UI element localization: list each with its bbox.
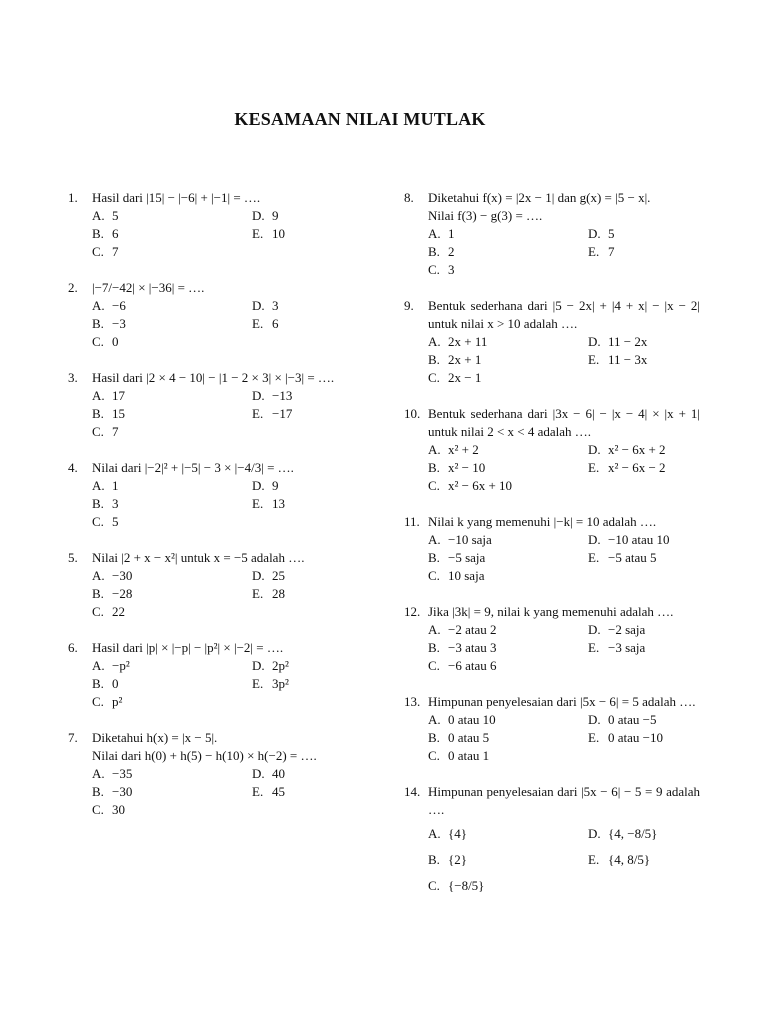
answer-option-e: [588, 639, 700, 657]
option-letter: A.: [428, 334, 441, 349]
answer-option-b: [428, 729, 588, 747]
option-letter: D.: [588, 532, 601, 547]
option-letter: D.: [252, 388, 265, 403]
option-letter: E.: [252, 586, 264, 601]
question-12: [404, 603, 700, 675]
option-letter: B.: [92, 316, 104, 331]
answer-option-d: [588, 711, 700, 729]
question-number: 10.: [404, 406, 421, 421]
option-letter: E.: [252, 226, 264, 241]
option-value: {4}: [448, 826, 467, 841]
question-number: 12.: [404, 604, 421, 619]
option-value: −30: [112, 784, 133, 799]
answer-option-e: [252, 405, 358, 423]
question-text: [428, 603, 700, 621]
answer-options: [428, 333, 700, 387]
answer-option-d: [252, 477, 358, 495]
answer-option-e: [252, 225, 358, 243]
option-letter: C.: [428, 568, 440, 583]
answer-option-b: [92, 315, 252, 333]
answer-option-b: [92, 585, 252, 603]
option-letter: C.: [92, 694, 104, 709]
answer-options: [92, 387, 358, 441]
option-value: −5 atau 5: [608, 550, 657, 565]
option-value: 0 atau 5: [448, 730, 490, 745]
answer-option-c: [428, 567, 588, 585]
question-stem: [404, 297, 700, 333]
option-value: x² − 6x + 10: [448, 478, 513, 493]
question-number: 11.: [404, 514, 420, 529]
option-value: 3p²: [272, 676, 289, 691]
answer-option-d: [252, 207, 358, 225]
answer-options: [92, 567, 358, 621]
option-value: 17: [112, 388, 125, 403]
answer-option-a: [428, 333, 588, 351]
answer-option-c: [92, 333, 252, 351]
option-value: −6 atau 6: [448, 658, 497, 673]
page-title: KESAMAAN NILAI MUTLAK: [234, 109, 486, 129]
question-text-line: Bentuk sederhana dari |3x − 6| − |x − 4| × |x + 1| untuk nilai 2 < x < 4 adalah ….: [428, 406, 700, 439]
option-value: 9: [272, 478, 279, 493]
option-value: −6: [112, 298, 126, 313]
option-letter: A.: [428, 712, 441, 727]
question-stem: [404, 783, 700, 819]
option-value: −5 saja: [448, 550, 486, 565]
answer-option-e: [252, 585, 358, 603]
question-stem: [404, 603, 700, 621]
option-letter: D.: [588, 826, 601, 841]
question-1: [68, 189, 358, 261]
option-letter: C.: [92, 244, 104, 259]
answer-option-a: [92, 567, 252, 585]
option-value: −10 atau 10: [608, 532, 670, 547]
question-text-line: Nilai dari |−2|² + |−5| − 3 × |−4/3| = ….: [92, 460, 294, 475]
answer-option-e: [252, 315, 358, 333]
option-letter: C.: [428, 878, 440, 893]
option-value: {4, 8/5}: [608, 852, 651, 867]
option-value: x² − 6x + 2: [608, 442, 666, 457]
question-text: [428, 693, 700, 711]
option-letter: C.: [92, 424, 104, 439]
option-letter: C.: [92, 802, 104, 817]
answer-option-d: [252, 765, 358, 783]
answer-option-e: [588, 459, 700, 477]
answer-option-c: [92, 243, 252, 261]
question-number: 1.: [68, 190, 78, 205]
option-value: 5: [112, 208, 119, 223]
answer-option-b: [92, 225, 252, 243]
option-value: {4, −8/5}: [608, 826, 658, 841]
option-value: 2: [448, 244, 455, 259]
question-10: [404, 405, 700, 495]
question-number: 4.: [68, 460, 78, 475]
option-value: 9: [272, 208, 279, 223]
option-letter: B.: [428, 460, 440, 475]
answer-option-c: [428, 369, 588, 387]
option-value: 3: [112, 496, 119, 511]
question-number: 5.: [68, 550, 78, 565]
answer-option-b: [428, 351, 588, 369]
answer-option-d: [588, 225, 700, 243]
answer-option-c: [92, 423, 252, 441]
question-text-line: Diketahui f(x) = |2x − 1| dan g(x) = |5 − x|.: [428, 190, 651, 205]
answer-option-a: [92, 657, 252, 675]
question-7: [68, 729, 358, 819]
option-letter: C.: [428, 658, 440, 673]
answer-option-c: [428, 877, 588, 895]
option-value: 11 − 2x: [608, 334, 648, 349]
option-value: p²: [112, 694, 123, 709]
option-letter: A.: [428, 226, 441, 241]
option-value: 0: [112, 334, 119, 349]
option-letter: E.: [588, 640, 600, 655]
option-letter: D.: [252, 478, 265, 493]
question-11: [404, 513, 700, 585]
option-letter: B.: [92, 586, 104, 601]
answer-options: [428, 711, 700, 765]
option-value: −2 saja: [608, 622, 646, 637]
answer-options: [92, 657, 358, 711]
answer-option-b: [428, 639, 588, 657]
question-text-line: Himpunan penyelesaian dari |5x − 6| − 5 = 9 adalah ….: [428, 784, 700, 817]
option-letter: D.: [252, 208, 265, 223]
question-number: 6.: [68, 640, 78, 655]
answer-options: [428, 225, 700, 279]
question-13: [404, 693, 700, 765]
option-letter: B.: [92, 784, 104, 799]
question-number: 7.: [68, 730, 78, 745]
question-text-line: Himpunan penyelesaian dari |5x − 6| = 5 adalah ….: [428, 694, 696, 709]
question-text-line: Hasil dari |p| × |−p| − |p²| × |−2| = ….: [92, 640, 284, 655]
option-value: 6: [272, 316, 279, 331]
option-letter: E.: [588, 730, 600, 745]
option-value: 40: [272, 766, 285, 781]
answer-option-b: [428, 549, 588, 567]
question-stem: [68, 369, 358, 387]
option-letter: B.: [92, 226, 104, 241]
answer-options: [428, 441, 700, 495]
option-letter: E.: [588, 852, 600, 867]
question-14: [404, 783, 700, 895]
answer-option-a: [428, 621, 588, 639]
right-column: [404, 189, 700, 913]
option-letter: A.: [92, 766, 105, 781]
option-value: 7: [608, 244, 615, 259]
question-stem: [68, 639, 358, 657]
answer-option-d: [588, 441, 700, 459]
answer-option-e: [588, 351, 700, 369]
option-letter: C.: [428, 262, 440, 277]
question-text: [92, 369, 358, 387]
answer-option-b: [428, 851, 588, 869]
option-letter: B.: [428, 640, 440, 655]
option-letter: D.: [588, 622, 601, 637]
option-value: −17: [272, 406, 293, 421]
answer-options: [428, 621, 700, 675]
answer-option-e: [588, 549, 700, 567]
question-number: 14.: [404, 784, 421, 799]
question-6: [68, 639, 358, 711]
question-number: 2.: [68, 280, 78, 295]
option-letter: C.: [92, 604, 104, 619]
option-value: x² − 6x − 2: [608, 460, 666, 475]
question-text: [92, 459, 358, 477]
answer-option-c: [428, 477, 588, 495]
option-value: 0 atau 1: [448, 748, 490, 763]
option-value: −3 atau 3: [448, 640, 497, 655]
option-letter: E.: [252, 676, 264, 691]
answer-options: [92, 477, 358, 531]
answer-option-a: [92, 207, 252, 225]
option-letter: B.: [428, 852, 440, 867]
answer-option-d: [252, 297, 358, 315]
option-value: 2x + 1: [448, 352, 482, 367]
answer-option-a: [92, 765, 252, 783]
answer-option-a: [92, 387, 252, 405]
option-value: 0: [112, 676, 119, 691]
answer-option-a: [428, 225, 588, 243]
option-letter: D.: [252, 568, 265, 583]
option-value: 15: [112, 406, 125, 421]
option-letter: E.: [252, 316, 264, 331]
question-stem: [68, 729, 358, 765]
question-text: [428, 513, 700, 531]
answer-option-d: [252, 567, 358, 585]
option-letter: C.: [428, 478, 440, 493]
question-text: [428, 297, 700, 333]
option-letter: D.: [588, 226, 601, 241]
question-text-line: Hasil dari |15| − |−6| + |−1| = ….: [92, 190, 261, 205]
question-stem: [68, 459, 358, 477]
answer-option-c: [92, 693, 252, 711]
question-number: 13.: [404, 694, 421, 709]
question-text-line: Jika |3k| = 9, nilai k yang memenuhi adalah ….: [428, 604, 674, 619]
answer-option-e: [252, 783, 358, 801]
option-letter: A.: [428, 622, 441, 637]
question-text: [92, 279, 358, 297]
question-text-line: Bentuk sederhana dari |5 − 2x| + |4 + x| − |x − 2| untuk nilai x > 10 adalah ….: [428, 298, 700, 331]
option-value: 28: [272, 586, 285, 601]
question-text: [92, 549, 358, 567]
option-value: 0 atau −5: [608, 712, 657, 727]
question-text-line: Nilai f(3) − g(3) = ….: [428, 208, 543, 223]
option-letter: B.: [428, 730, 440, 745]
answer-option-a: [428, 825, 588, 843]
answer-option-c: [92, 513, 252, 531]
answer-options: [92, 297, 358, 351]
option-value: 0 atau −10: [608, 730, 663, 745]
option-letter: E.: [252, 406, 264, 421]
option-letter: A.: [92, 298, 105, 313]
answer-option-a: [92, 297, 252, 315]
option-value: x² − 10: [448, 460, 486, 475]
option-value: 7: [112, 424, 119, 439]
question-number: 9.: [404, 298, 414, 313]
option-value: −10 saja: [448, 532, 492, 547]
question-3: [68, 369, 358, 441]
option-letter: B.: [92, 406, 104, 421]
option-value: −28: [112, 586, 133, 601]
answer-option-e: [252, 495, 358, 513]
question-text-line: Diketahui h(x) = |x − 5|.: [92, 730, 218, 745]
answer-options: [428, 531, 700, 585]
question-stem: [68, 549, 358, 567]
question-2: [68, 279, 358, 351]
option-letter: C.: [92, 514, 104, 529]
option-letter: C.: [428, 370, 440, 385]
question-text: [428, 405, 700, 441]
option-letter: D.: [252, 298, 265, 313]
option-letter: E.: [252, 784, 264, 799]
question-text-line: Nilai k yang memenuhi |−k| = 10 adalah ….: [428, 514, 657, 529]
option-letter: E.: [588, 550, 600, 565]
option-value: 7: [112, 244, 119, 259]
question-text: [92, 729, 358, 765]
option-value: −35: [112, 766, 133, 781]
question-stem: [404, 693, 700, 711]
option-letter: B.: [428, 352, 440, 367]
answer-option-e: [588, 243, 700, 261]
option-letter: C.: [92, 334, 104, 349]
option-letter: A.: [428, 442, 441, 457]
option-value: 25: [272, 568, 285, 583]
option-value: 10 saja: [448, 568, 485, 583]
option-letter: D.: [588, 334, 601, 349]
question-text-line: |−7/−42| × |−36| = ….: [92, 280, 205, 295]
answer-options: [92, 207, 358, 261]
option-letter: E.: [588, 244, 600, 259]
answer-option-a: [428, 711, 588, 729]
option-value: 11 − 3x: [608, 352, 648, 367]
option-letter: B.: [92, 496, 104, 511]
question-text: [428, 189, 700, 225]
answer-options: [92, 765, 358, 819]
question-4: [68, 459, 358, 531]
answer-option-c: [428, 261, 588, 279]
option-letter: E.: [588, 460, 600, 475]
option-value: 3: [448, 262, 455, 277]
question-text: [92, 189, 358, 207]
option-value: −3: [112, 316, 126, 331]
answer-option-e: [252, 675, 358, 693]
question-8: [404, 189, 700, 279]
option-value: −p²: [112, 658, 130, 673]
answer-option-d: [252, 657, 358, 675]
option-value: 13: [272, 496, 285, 511]
option-value: 30: [112, 802, 125, 817]
option-letter: A.: [428, 532, 441, 547]
option-value: 22: [112, 604, 125, 619]
question-number: 8.: [404, 190, 414, 205]
option-value: {2}: [448, 852, 467, 867]
option-letter: E.: [252, 496, 264, 511]
option-letter: A.: [92, 208, 105, 223]
answer-option-e: [588, 851, 700, 869]
option-letter: B.: [428, 550, 440, 565]
answer-option-c: [428, 747, 588, 765]
option-letter: D.: [252, 766, 265, 781]
question-stem: [404, 513, 700, 531]
question-9: [404, 297, 700, 387]
option-letter: D.: [588, 442, 601, 457]
question-text: [428, 783, 700, 819]
option-letter: A.: [92, 388, 105, 403]
option-value: −2 atau 2: [448, 622, 497, 637]
option-letter: A.: [92, 658, 105, 673]
question-stem: [404, 405, 700, 441]
answer-option-b: [92, 675, 252, 693]
answer-option-b: [92, 495, 252, 513]
option-value: −30: [112, 568, 133, 583]
question-text: [92, 639, 358, 657]
option-value: 6: [112, 226, 119, 241]
question-number: 3.: [68, 370, 78, 385]
answer-option-d: [588, 531, 700, 549]
option-value: 2p²: [272, 658, 289, 673]
answer-option-d: [588, 825, 700, 843]
question-stem: [68, 189, 358, 207]
question-5: [68, 549, 358, 621]
option-value: 3: [272, 298, 279, 313]
option-letter: B.: [428, 244, 440, 259]
answer-option-d: [588, 621, 700, 639]
option-value: {−8/5}: [448, 878, 485, 893]
option-value: 0 atau 10: [448, 712, 496, 727]
option-letter: C.: [428, 748, 440, 763]
option-value: 2x + 11: [448, 334, 488, 349]
answer-option-b: [428, 459, 588, 477]
answer-option-c: [428, 657, 588, 675]
option-letter: A.: [92, 478, 105, 493]
option-value: 5: [112, 514, 119, 529]
option-value: 1: [112, 478, 119, 493]
option-value: 45: [272, 784, 285, 799]
option-letter: A.: [428, 826, 441, 841]
question-stem: [404, 189, 700, 225]
question-text-line: Nilai dari h(0) + h(5) − h(10) × h(−2) = ….: [92, 748, 317, 763]
answer-option-e: [588, 729, 700, 747]
answer-option-a: [92, 477, 252, 495]
answer-option-d: [252, 387, 358, 405]
answer-option-b: [92, 405, 252, 423]
answer-option-c: [92, 603, 252, 621]
option-value: 1: [448, 226, 455, 241]
question-stem: [68, 279, 358, 297]
question-text-line: Hasil dari |2 × 4 − 10| − |1 − 2 × 3| × |−3| = ….: [92, 370, 335, 385]
answer-option-a: [428, 531, 588, 549]
answer-option-c: [92, 801, 252, 819]
option-value: −13: [272, 388, 293, 403]
option-value: 5: [608, 226, 615, 241]
answer-option-a: [428, 441, 588, 459]
option-value: x² + 2: [448, 442, 479, 457]
answer-options: [428, 825, 700, 895]
option-letter: A.: [92, 568, 105, 583]
answer-option-d: [588, 333, 700, 351]
option-value: 10: [272, 226, 285, 241]
left-column: [68, 189, 358, 837]
option-letter: D.: [588, 712, 601, 727]
question-text-line: Nilai |2 + x − x²| untuk x = −5 adalah ….: [92, 550, 305, 565]
answer-option-b: [428, 243, 588, 261]
option-value: 2x − 1: [448, 370, 482, 385]
option-letter: D.: [252, 658, 265, 673]
answer-option-b: [92, 783, 252, 801]
option-letter: B.: [92, 676, 104, 691]
option-value: −3 saja: [608, 640, 646, 655]
option-letter: E.: [588, 352, 600, 367]
